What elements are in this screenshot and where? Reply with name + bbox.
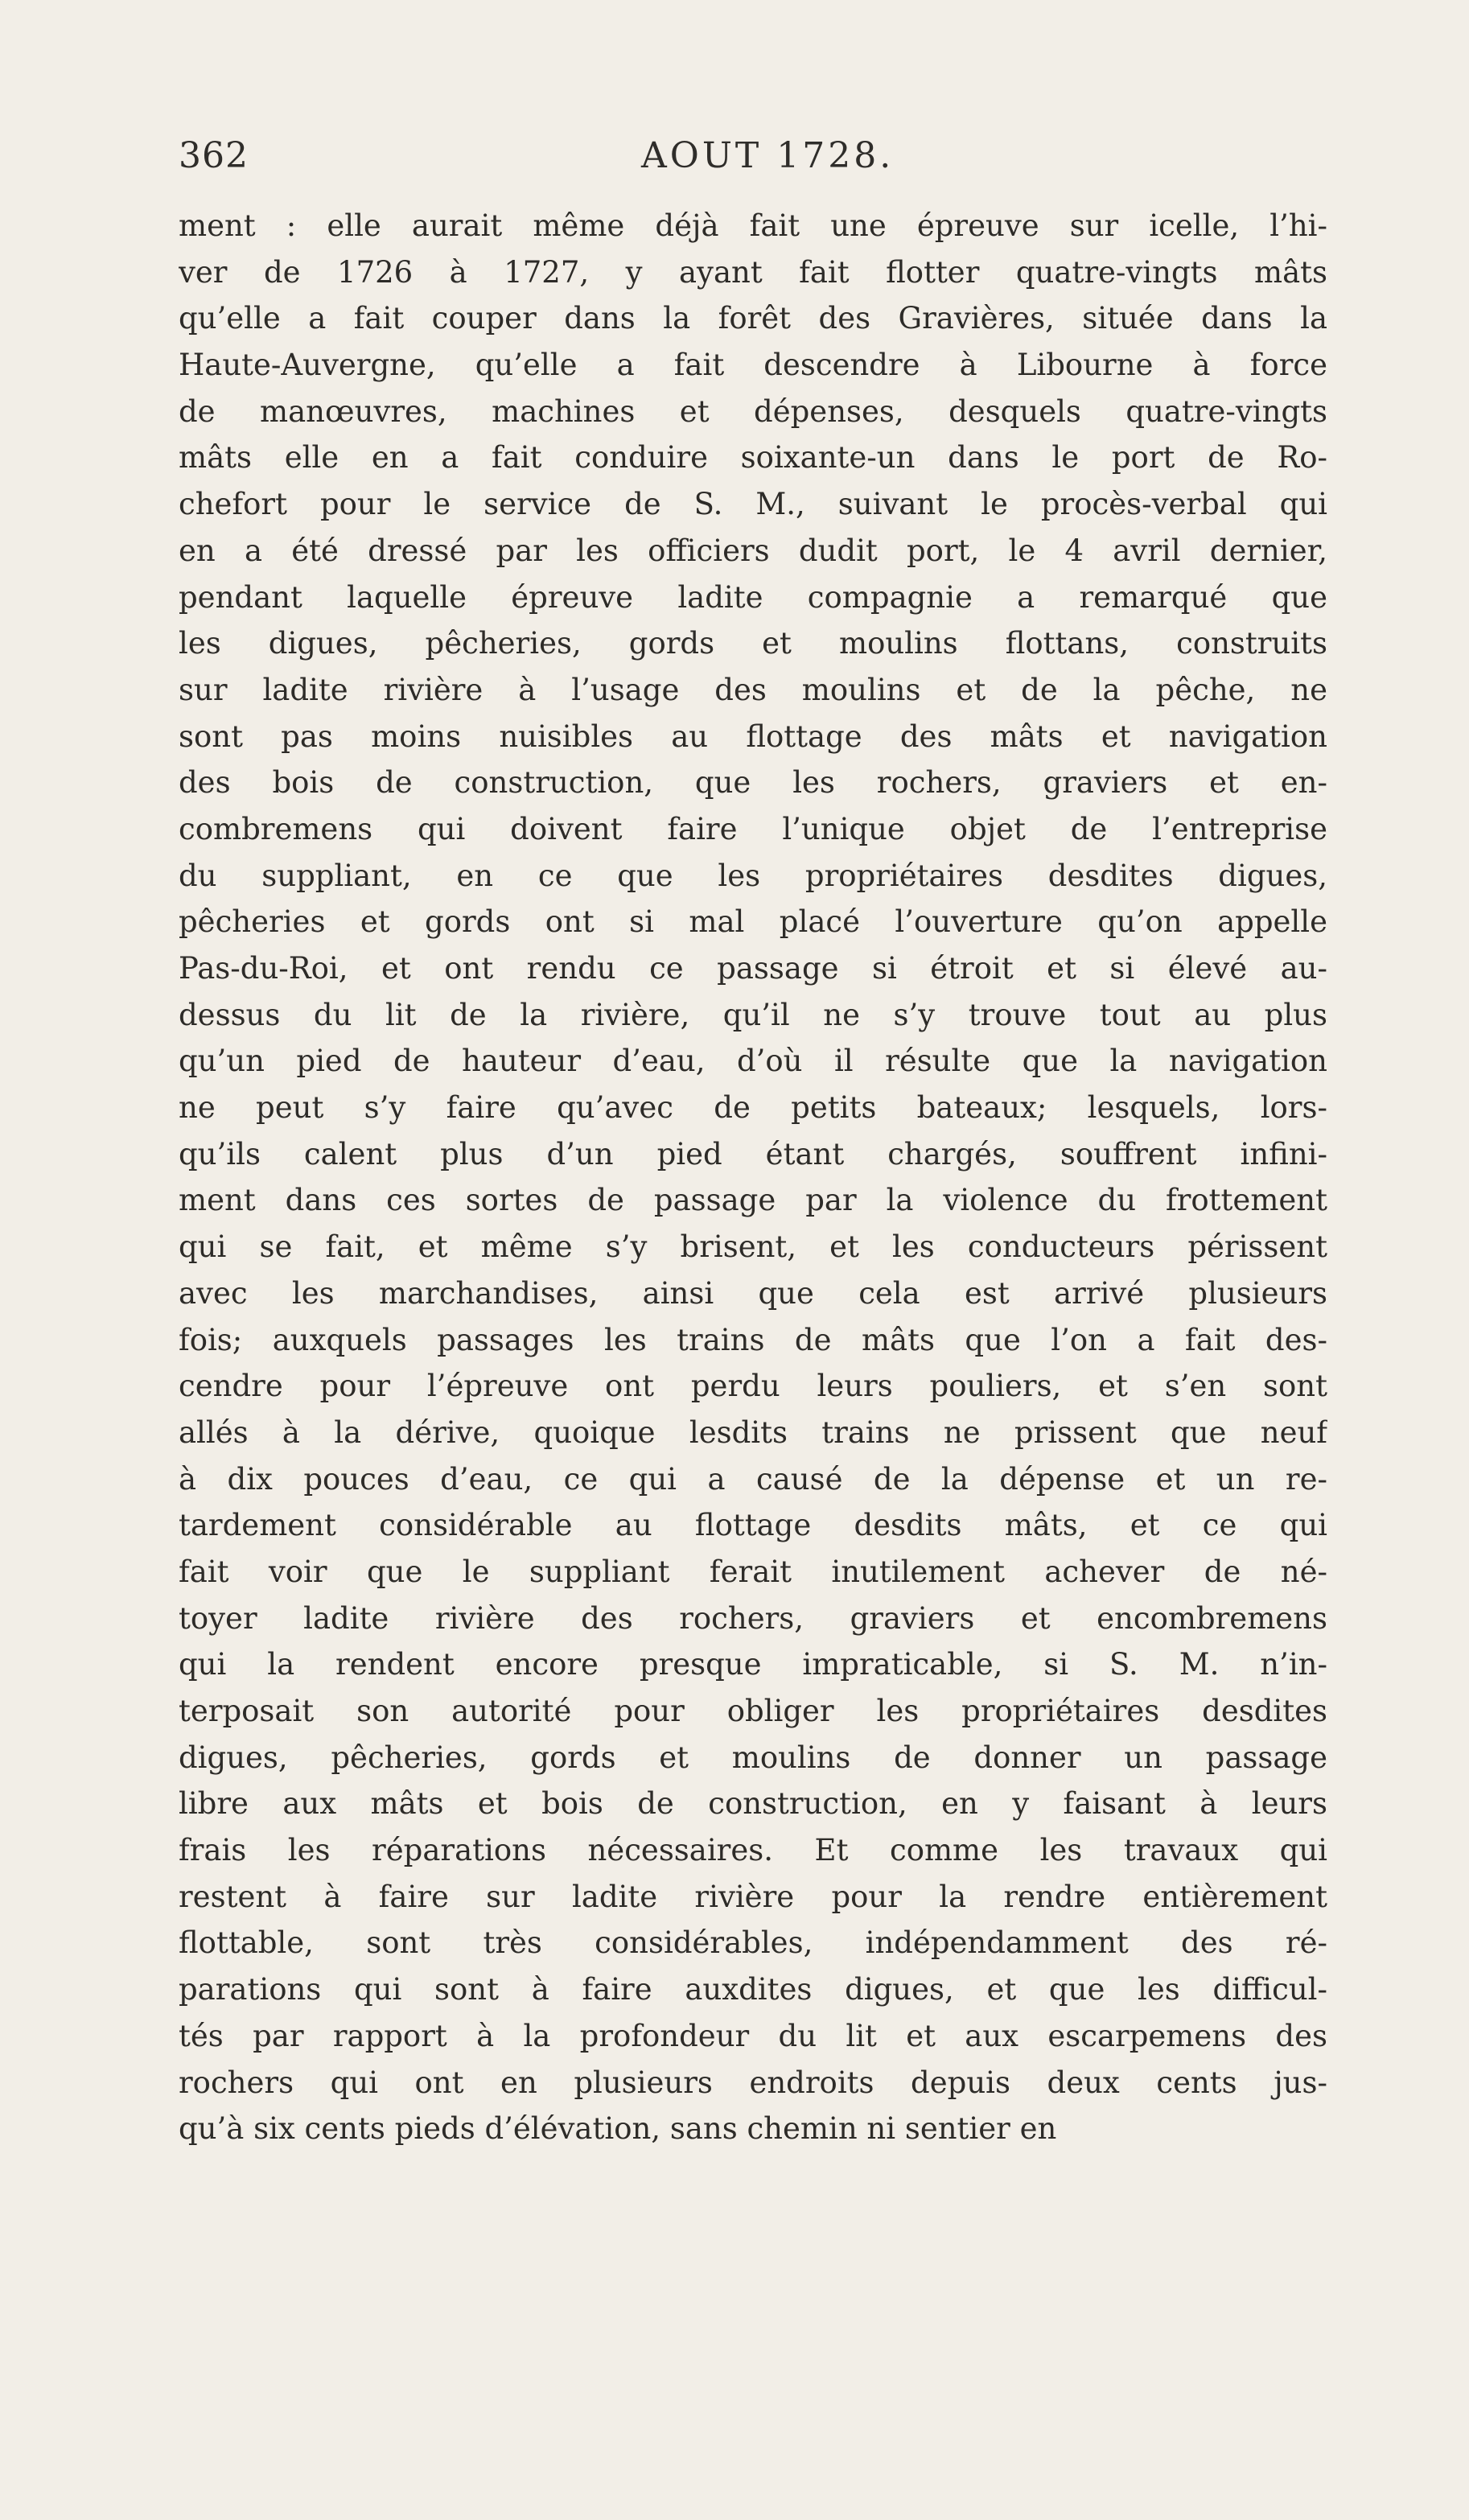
text-line: cendre pour l’épreuve ont perdu leurs pouliers, et s’en sont: [179, 1369, 1327, 1404]
text-line: flottable, sont très considérables, indépendamment des ré-: [179, 1925, 1327, 1961]
page-header: [179, 135, 1327, 191]
text-line: en a été dressé par les officiers dudit port, le 4 avril dernier,: [179, 533, 1327, 568]
text-line: libre aux mâts et bois de construction, en y faisant à leurs: [179, 1786, 1327, 1822]
text-line: Haute-Auvergne, qu’elle a fait descendre à Libourne à force: [179, 348, 1327, 383]
text-line: qu’à six cents pieds d’élévation, sans chemin ni sentier en: [179, 2111, 1057, 2147]
text-line: tés par rapport à la profondeur du lit et aux escarpemens des: [179, 2018, 1327, 2053]
text-line: du suppliant, en ce que les propriétaires desdites digues,: [179, 858, 1327, 893]
text-line: digues, pêcheries, gords et moulins de donner un passage: [179, 1740, 1327, 1775]
text-line: sur ladite rivière à l’usage des moulins et de la pêche, ne: [179, 672, 1327, 707]
text-line: toyer ladite rivière des rochers, graviers et encombremens: [179, 1600, 1327, 1636]
running-head: AOUT 1728.: [641, 135, 895, 176]
text-line: qui la rendent encore presque impraticable, si S. M. n’in-: [179, 1647, 1327, 1682]
text-line: ment dans ces sortes de passage par la violence du frottement: [179, 1183, 1327, 1218]
text-line: pêcheries et gords ont si mal placé l’ouverture qu’on appelle: [179, 904, 1327, 940]
text-line: pendant laquelle épreuve ladite compagnie a remarqué que: [179, 579, 1327, 615]
text-line: qu’elle a fait couper dans la forêt des Gravières, située dans la: [179, 301, 1327, 336]
text-line: dessus du lit de la rivière, qu’il ne s’y trouve tout au plus: [179, 997, 1327, 1032]
text-line: parations qui sont à faire auxdites digues, et que les difficul-: [179, 1972, 1327, 2007]
text-line: allés à la dérive, quoique lesdits trains ne prissent que neuf: [179, 1414, 1327, 1450]
body-text: [179, 203, 1327, 2152]
text-line: fait voir que le suppliant ferait inutilement achever de né-: [179, 1554, 1327, 1589]
text-line: à dix pouces d’eau, ce qui a causé de la dépense et un re-: [179, 1461, 1327, 1497]
text-line: rochers qui ont en plusieurs endroits depuis deux cents jus-: [179, 2065, 1327, 2100]
text-line: ment : elle aurait même déjà fait une épreuve sur icelle, l’hi-: [179, 208, 1327, 243]
text-line: restent à faire sur ladite rivière pour la rendre entièrement: [179, 1879, 1327, 1914]
text-line: qu’un pied de hauteur d’eau, d’où il résulte que la navigation: [179, 1044, 1327, 1079]
page-number: 362: [179, 135, 249, 176]
text-line: mâts elle en a fait conduire soixante-un dans le port de Ro-: [179, 440, 1327, 476]
text-line: sont pas moins nuisibles au flottage des mâts et navigation: [179, 719, 1327, 754]
text-line: les digues, pêcheries, gords et moulins flottans, construits: [179, 626, 1327, 661]
text-line: terposait son autorité pour obliger les propriétaires desdites: [179, 1694, 1327, 1728]
text-line: tardement considérable au flottage desdits mâts, et ce qui: [179, 1508, 1327, 1543]
text-line: frais les réparations nécessaires. Et comme les travaux qui: [179, 1833, 1327, 1868]
text-line: qu’ils calent plus d’un pied étant chargés, souffrent infini-: [179, 1136, 1327, 1171]
text-line: fois; auxquels passages les trains de mâts que l’on a fait des-: [179, 1322, 1327, 1357]
text-line: ne peut s’y faire qu’avec de petits bateaux; lesquels, lors-: [179, 1090, 1327, 1126]
text-line: combremens qui doivent faire l’unique objet de l’entreprise: [179, 811, 1327, 846]
text-line: des bois de construction, que les rochers, graviers et en-: [179, 765, 1327, 801]
text-line: de manœuvres, machines et dépenses, desquels quatre-vingts: [179, 393, 1327, 429]
text-line: avec les marchandises, ainsi que cela est arrivé plusieurs: [179, 1275, 1327, 1311]
text-line: qui se fait, et même s’y brisent, et les conducteurs périssent: [179, 1229, 1327, 1265]
text-line: ver de 1726 à 1727, y ayant fait flotter quatre-vingts mâts: [179, 254, 1327, 290]
text-line: chefort pour le service de S. M., suivant le procès-verbal qui: [179, 487, 1327, 522]
text-line: Pas-du-Roi, et ont rendu ce passage si étroit et si élevé au-: [179, 951, 1327, 986]
